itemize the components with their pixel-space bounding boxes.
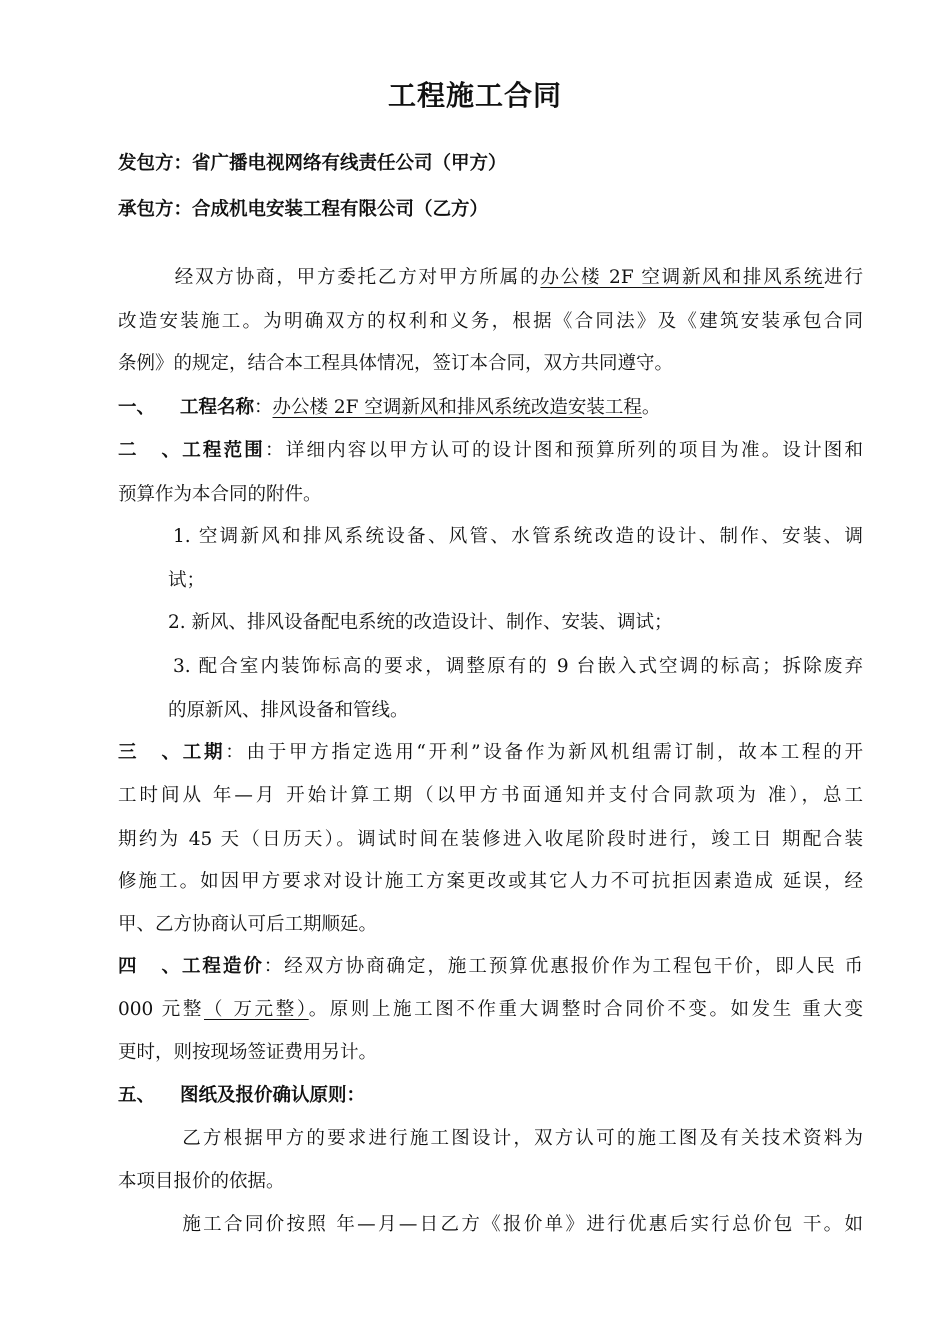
- party-b: 承包方：合成机电安装工程有限公司（乙方）: [118, 199, 489, 220]
- party-a: 发包方：省广播电视网络有线责任公司（甲方）: [118, 153, 507, 174]
- scope-item-2: 2. 新风、排风设备配电系统的改造设计、制作、安装、调试；: [168, 612, 673, 633]
- section-number: 三、: [118, 742, 180, 763]
- section-3-line-2: 工时间从 年—月 开始计算工期（以甲方书面通知并支付合同款项为 准），总工: [118, 785, 863, 806]
- section-3-line-5: 甲、乙方协商认可后工期顺延。: [118, 914, 378, 935]
- intro-line-3: 条例》的规定，结合本工程具体情况，签订本合同，双方共同遵守。: [118, 353, 674, 374]
- section-2-line-2: 预算作为本合同的附件。: [118, 484, 322, 505]
- section-5-para-1: 乙方根据甲方的要求进行施工图设计，双方认可的施工图及有关技术资料为: [180, 1128, 863, 1149]
- scope-item-3-cont: 的原新风、排风设备和管线。: [168, 700, 409, 721]
- intro-line-1: 经双方协商，甲方委托乙方对甲方所属的办公楼 2F 空调新风和排风系统进行: [173, 267, 863, 288]
- section-label: 图纸及报价确认原则：: [180, 1085, 366, 1106]
- section-number: 五、: [118, 1085, 156, 1106]
- section-3-line-4: 修施工。如因甲方要求对设计施工方案更改或其它人力不可抗拒因素造成 延误，经: [118, 871, 863, 892]
- section-5-para-2: 施工合同价按照 年—月—日乙方《报价单》进行优惠后实行总价包 干。如: [180, 1214, 863, 1235]
- section-label: 工程范围: [180, 440, 265, 461]
- project-underline: 办公楼 2F 空调新风和排风系统: [540, 267, 825, 288]
- section-1: 一、 工程名称：办公楼 2F 空调新风和排风系统改造安装工程。: [118, 397, 661, 418]
- section-5: [118, 1085, 863, 1107]
- section-number: 二、: [118, 440, 180, 461]
- scope-item-1-cont: 试；: [168, 570, 206, 591]
- section-4: 四、工程造价：经双方协商确定，施工预算优惠报价作为工程包干价，即人民 币: [118, 956, 863, 977]
- section-4-line-2: 000 元整（ 万元整）。原则上施工图不作重大调整时合同价不变。如发生 重大变: [118, 999, 863, 1020]
- section-3: 三、工期：由于甲方指定选用“开利”设备作为新风机组需订制，故本工程的开: [118, 742, 863, 763]
- scope-item-1: 1. 空调新风和排风系统设备、风管、水管系统改造的设计、制作、安装、调: [173, 526, 863, 547]
- section-label: 工程名称: [180, 397, 255, 418]
- project-name: 办公楼 2F 空调新风和排风系统改造安装工程: [272, 397, 642, 418]
- scope-item-3: 3. 配合室内装饰标高的要求，调整原有的 9 台嵌入式空调的标高；拆除废弃: [173, 656, 863, 677]
- section-2: 二、工程范围：详细内容以甲方认可的设计图和预算所列的项目为准。设计图和: [118, 440, 863, 461]
- section-number: 一、: [118, 397, 156, 418]
- intro-line-2: 改造安装施工。为明确双方的权利和义务，根据《合同法》及《建筑安装承包合同: [118, 311, 863, 332]
- amount-underline: （ 万元整）: [203, 999, 309, 1020]
- section-label: 工程造价: [180, 956, 264, 977]
- document-title: 工程施工合同: [387, 79, 562, 112]
- section-number: 四、: [118, 956, 180, 977]
- section-4-line-3: 更时，则按现场签证费用另计。: [118, 1042, 378, 1063]
- section-label: 工期: [180, 742, 226, 763]
- section-3-line-3: 期约为 45 天（日历天）。调试时间在装修进入收尾阶段时进行，竣工日 期配合装: [118, 829, 863, 850]
- section-5-para-1-cont: 本项目报价的依据。: [118, 1171, 285, 1192]
